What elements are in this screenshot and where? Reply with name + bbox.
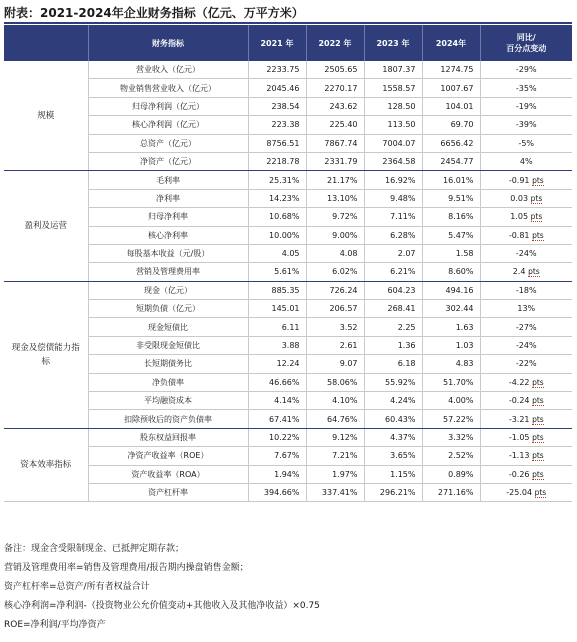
- metric-value: 337.41%: [306, 483, 364, 501]
- table-row: [4, 263, 572, 281]
- metric-name: 每股基本收益（元/股）: [88, 244, 248, 262]
- metric-value: 10.22%: [248, 428, 306, 446]
- change-value: 1.05: [510, 212, 529, 222]
- metric-value: 67.41%: [248, 410, 306, 428]
- metric-value: 6656.42: [422, 134, 480, 152]
- change-value: -24%: [515, 249, 537, 259]
- change-cell: [480, 244, 572, 262]
- metric-value: 6.11: [248, 318, 306, 336]
- metric-value: 4.83: [422, 355, 480, 373]
- metric-value: 2.07: [364, 244, 422, 262]
- metric-value: 6.21%: [364, 263, 422, 281]
- metric-name: 毛利率: [88, 171, 248, 189]
- change-cell: [480, 318, 572, 336]
- metric-value: 13.10%: [306, 189, 364, 207]
- change-cell: [480, 171, 572, 189]
- table-row: [4, 336, 572, 354]
- change-cell: [480, 226, 572, 244]
- metric-value: 243.62: [306, 97, 364, 115]
- metric-value: 296.21%: [364, 483, 422, 501]
- table-row: [4, 281, 572, 299]
- metric-value: 6.18: [364, 355, 422, 373]
- metric-value: 145.01: [248, 300, 306, 318]
- metric-value: 12.24: [248, 355, 306, 373]
- change-value: 13%: [517, 304, 536, 314]
- metric-value: 4.08: [306, 244, 364, 262]
- metric-value: 7004.07: [364, 134, 422, 152]
- table-row: [4, 355, 572, 373]
- header-change: [480, 25, 572, 61]
- change-cell: [480, 373, 572, 391]
- change-cell: [480, 152, 572, 170]
- table-row: [4, 300, 572, 318]
- title-rule: [4, 22, 572, 24]
- metric-value: 9.51%: [422, 189, 480, 207]
- table-row: [4, 208, 572, 226]
- change-value: 0.03: [510, 193, 529, 203]
- metric-name: 净利率: [88, 189, 248, 207]
- change-cell: [480, 447, 572, 465]
- table-row: [4, 171, 572, 189]
- note-line: 核心净利润=净利润-（投资物业公允价值变动+其他收入及其他净收益）×0.75: [4, 601, 320, 611]
- metric-name: 净资产收益率（ROE）: [88, 447, 248, 465]
- metric-name: 现金（亿元）: [88, 281, 248, 299]
- change-unit: pts: [532, 396, 544, 406]
- change-value: -22%: [515, 359, 537, 369]
- change-value: -0.24: [508, 396, 530, 406]
- change-value: -29%: [515, 65, 537, 75]
- metric-name: 核心净利润（亿元）: [88, 116, 248, 134]
- metric-value: 1.03: [422, 336, 480, 354]
- table-row: [4, 428, 572, 446]
- metric-value: 2045.46: [248, 79, 306, 97]
- table-row: [4, 410, 572, 428]
- change-value: -35%: [515, 83, 537, 93]
- metric-value: 2331.79: [306, 152, 364, 170]
- change-cell: [480, 263, 572, 281]
- metric-value: 0.89%: [422, 465, 480, 483]
- group-label: 规模: [4, 61, 88, 171]
- metric-value: 2364.58: [364, 152, 422, 170]
- change-unit: pts: [532, 414, 544, 424]
- header-year-2021: 2021 年: [248, 25, 306, 61]
- metric-value: 3.52: [306, 318, 364, 336]
- metric-value: 25.31%: [248, 171, 306, 189]
- change-value: -24%: [515, 341, 537, 351]
- metric-value: 9.07: [306, 355, 364, 373]
- change-cell: [480, 410, 572, 428]
- metric-name: 长短期债务比: [88, 355, 248, 373]
- metric-value: 726.24: [306, 281, 364, 299]
- table-row: [4, 226, 572, 244]
- metric-name: 营业收入（亿元）: [88, 61, 248, 79]
- metric-value: 271.16%: [422, 483, 480, 501]
- metric-value: 4.14%: [248, 392, 306, 410]
- metric-name: 短期负债（亿元）: [88, 300, 248, 318]
- metric-value: 2.25: [364, 318, 422, 336]
- metric-value: 5.61%: [248, 263, 306, 281]
- metric-name: 物业销售营业收入（亿元）: [88, 79, 248, 97]
- change-cell: [480, 300, 572, 318]
- change-value: -3.21: [508, 414, 530, 424]
- metric-value: 206.57: [306, 300, 364, 318]
- metric-value: 55.92%: [364, 373, 422, 391]
- metric-value: 9.12%: [306, 428, 364, 446]
- metric-name: 净负债率: [88, 373, 248, 391]
- metric-value: 1.58: [422, 244, 480, 262]
- table-row: [4, 134, 572, 152]
- change-cell: [480, 465, 572, 483]
- metric-name: 总资产（亿元）: [88, 134, 248, 152]
- group-label: 资本效率指标: [4, 428, 88, 502]
- notes: [4, 540, 572, 635]
- metric-value: 6.02%: [306, 263, 364, 281]
- change-value: -1.13: [508, 451, 530, 461]
- metric-value: 14.23%: [248, 189, 306, 207]
- metric-value: 2233.75: [248, 61, 306, 79]
- metric-value: 1.36: [364, 336, 422, 354]
- metric-value: 51.70%: [422, 373, 480, 391]
- metric-value: 2454.77: [422, 152, 480, 170]
- metric-name: 资产杠杆率: [88, 483, 248, 501]
- metric-value: 4.37%: [364, 428, 422, 446]
- metric-value: 1.97%: [306, 465, 364, 483]
- metric-value: 4.05: [248, 244, 306, 262]
- change-cell: [480, 79, 572, 97]
- change-cell: [480, 355, 572, 373]
- metric-value: 16.01%: [422, 171, 480, 189]
- change-cell: [480, 116, 572, 134]
- change-cell: [480, 208, 572, 226]
- metric-value: 21.17%: [306, 171, 364, 189]
- metric-value: 58.06%: [306, 373, 364, 391]
- metric-value: 9.72%: [306, 208, 364, 226]
- metric-value: 60.43%: [364, 410, 422, 428]
- change-cell: [480, 61, 572, 79]
- change-unit: pts: [530, 193, 543, 203]
- metric-name: 现金短债比: [88, 318, 248, 336]
- metric-value: 3.65%: [364, 447, 422, 465]
- metric-value: 268.41: [364, 300, 422, 318]
- metric-value: 1274.75: [422, 61, 480, 79]
- table-row: [4, 79, 572, 97]
- metric-value: 885.35: [248, 281, 306, 299]
- metric-name: 归母净利率: [88, 208, 248, 226]
- metric-value: 1558.57: [364, 79, 422, 97]
- metric-name: 营销及管理费用率: [88, 263, 248, 281]
- change-cell: [480, 97, 572, 115]
- metric-value: 3.88: [248, 336, 306, 354]
- metric-value: 302.44: [422, 300, 480, 318]
- change-unit: pts: [532, 230, 544, 240]
- metric-name: 非受限现金短债比: [88, 336, 248, 354]
- metric-value: 494.16: [422, 281, 480, 299]
- table-row: [4, 244, 572, 262]
- metric-value: 16.92%: [364, 171, 422, 189]
- metric-value: 64.76%: [306, 410, 364, 428]
- change-value: -0.91: [508, 175, 530, 185]
- metric-value: 1807.37: [364, 61, 422, 79]
- change-unit: pts: [528, 267, 540, 277]
- metric-value: 128.50: [364, 97, 422, 115]
- change-value: -25.04: [506, 488, 533, 498]
- change-value: -5%: [518, 138, 535, 148]
- metric-value: 8756.51: [248, 134, 306, 152]
- metric-value: 10.68%: [248, 208, 306, 226]
- header-year-2024: 2024年: [422, 25, 480, 61]
- metric-value: 7.67%: [248, 447, 306, 465]
- metric-value: 2270.17: [306, 79, 364, 97]
- metric-value: 10.00%: [248, 226, 306, 244]
- table-row: [4, 61, 572, 79]
- metric-name: 归母净利润（亿元）: [88, 97, 248, 115]
- metric-value: 1.94%: [248, 465, 306, 483]
- financial-metrics-table: [4, 25, 572, 502]
- header-group: [4, 25, 88, 61]
- metric-name: 股东权益回报率: [88, 428, 248, 446]
- metric-value: 113.50: [364, 116, 422, 134]
- change-cell: [480, 336, 572, 354]
- metric-value: 8.16%: [422, 208, 480, 226]
- change-cell: [480, 483, 572, 501]
- header-year-2022: 2022 年: [306, 25, 364, 61]
- metric-value: 223.38: [248, 116, 306, 134]
- metric-value: 7867.74: [306, 134, 364, 152]
- change-unit: pts: [532, 469, 544, 479]
- metric-value: 4.24%: [364, 392, 422, 410]
- note-line: 备注：现金含受限制现金、已抵押定期存款；: [4, 544, 185, 554]
- metric-name: 核心净利率: [88, 226, 248, 244]
- metric-value: 7.11%: [364, 208, 422, 226]
- change-cell: [480, 281, 572, 299]
- change-value: -27%: [515, 322, 537, 332]
- table-row: [4, 465, 572, 483]
- metric-name: 净资产（亿元）: [88, 152, 248, 170]
- metric-value: 8.60%: [422, 263, 480, 281]
- group-label: 现金及偿债能力指标: [4, 281, 88, 428]
- metric-value: 3.32%: [422, 428, 480, 446]
- metric-value: 4.10%: [306, 392, 364, 410]
- metric-name: 平均融资成本: [88, 392, 248, 410]
- metric-value: 2.52%: [422, 447, 480, 465]
- metric-value: 604.23: [364, 281, 422, 299]
- change-cell: [480, 392, 572, 410]
- change-value: 4%: [519, 157, 533, 167]
- change-unit: pts: [532, 377, 544, 387]
- change-value: -19%: [515, 101, 537, 111]
- change-value: -4.22: [508, 377, 530, 387]
- metric-value: 1007.67: [422, 79, 480, 97]
- change-unit: pts: [532, 451, 544, 461]
- metric-value: 225.40: [306, 116, 364, 134]
- note-line: ROE=净利润/平均净资产: [4, 620, 106, 630]
- metric-value: 1.15%: [364, 465, 422, 483]
- metric-value: 6.28%: [364, 226, 422, 244]
- metric-value: 7.21%: [306, 447, 364, 465]
- change-value: -1.05: [508, 433, 530, 442]
- table-row: [4, 152, 572, 170]
- metric-value: 9.00%: [306, 226, 364, 244]
- change-value: -39%: [515, 120, 537, 130]
- change-cell: [480, 189, 572, 207]
- change-value: -18%: [515, 285, 537, 295]
- change-unit: pts: [532, 433, 544, 442]
- table-row: [4, 483, 572, 501]
- metric-value: 57.22%: [422, 410, 480, 428]
- table-row: [4, 318, 572, 336]
- metric-value: 2.61: [306, 336, 364, 354]
- metric-value: 394.66%: [248, 483, 306, 501]
- metric-value: 46.66%: [248, 373, 306, 391]
- table-row: [4, 189, 572, 207]
- table-row: [4, 116, 572, 134]
- metric-value: 104.01: [422, 97, 480, 115]
- metric-value: 1.63: [422, 318, 480, 336]
- change-unit: pts: [532, 175, 544, 185]
- group-label: 盈利及运营: [4, 171, 88, 281]
- metric-name: 扣除预收后的资产负债率: [88, 410, 248, 428]
- metric-name: 资产收益率（ROA）: [88, 465, 248, 483]
- change-cell: [480, 428, 572, 446]
- header-metric: 财务指标: [88, 25, 248, 61]
- metric-value: 9.48%: [364, 189, 422, 207]
- table-body: [4, 61, 572, 502]
- table-row: [4, 97, 572, 115]
- header-change-line2: 百分点变动: [506, 44, 547, 53]
- metric-value: 5.47%: [422, 226, 480, 244]
- table-row: [4, 447, 572, 465]
- table-header-row: [4, 25, 572, 61]
- header-change-line1: 同比/: [516, 33, 536, 42]
- metric-value: 238.54: [248, 97, 306, 115]
- note-line: 资产杠杆率=总资产/所有者权益合计: [4, 582, 150, 592]
- metric-value: 2218.78: [248, 152, 306, 170]
- table-row: [4, 392, 572, 410]
- note-line: 营销及管理费用率=销售及管理费用/报告期内操盘销售金额；: [4, 563, 249, 573]
- change-value: -0.81: [508, 230, 530, 240]
- change-unit: pts: [530, 212, 543, 222]
- table-row: [4, 373, 572, 391]
- change-value: -0.26: [508, 469, 530, 479]
- change-unit: pts: [534, 488, 547, 498]
- header-year-2023: 2023 年: [364, 25, 422, 61]
- change-value: 2.4: [512, 267, 526, 277]
- metric-value: 69.70: [422, 116, 480, 134]
- metric-value: 4.00%: [422, 392, 480, 410]
- metric-value: 2505.65: [306, 61, 364, 79]
- page-title: 附表：2021-2024年企业财务指标（亿元、万平方米）: [4, 6, 304, 20]
- change-cell: [480, 134, 572, 152]
